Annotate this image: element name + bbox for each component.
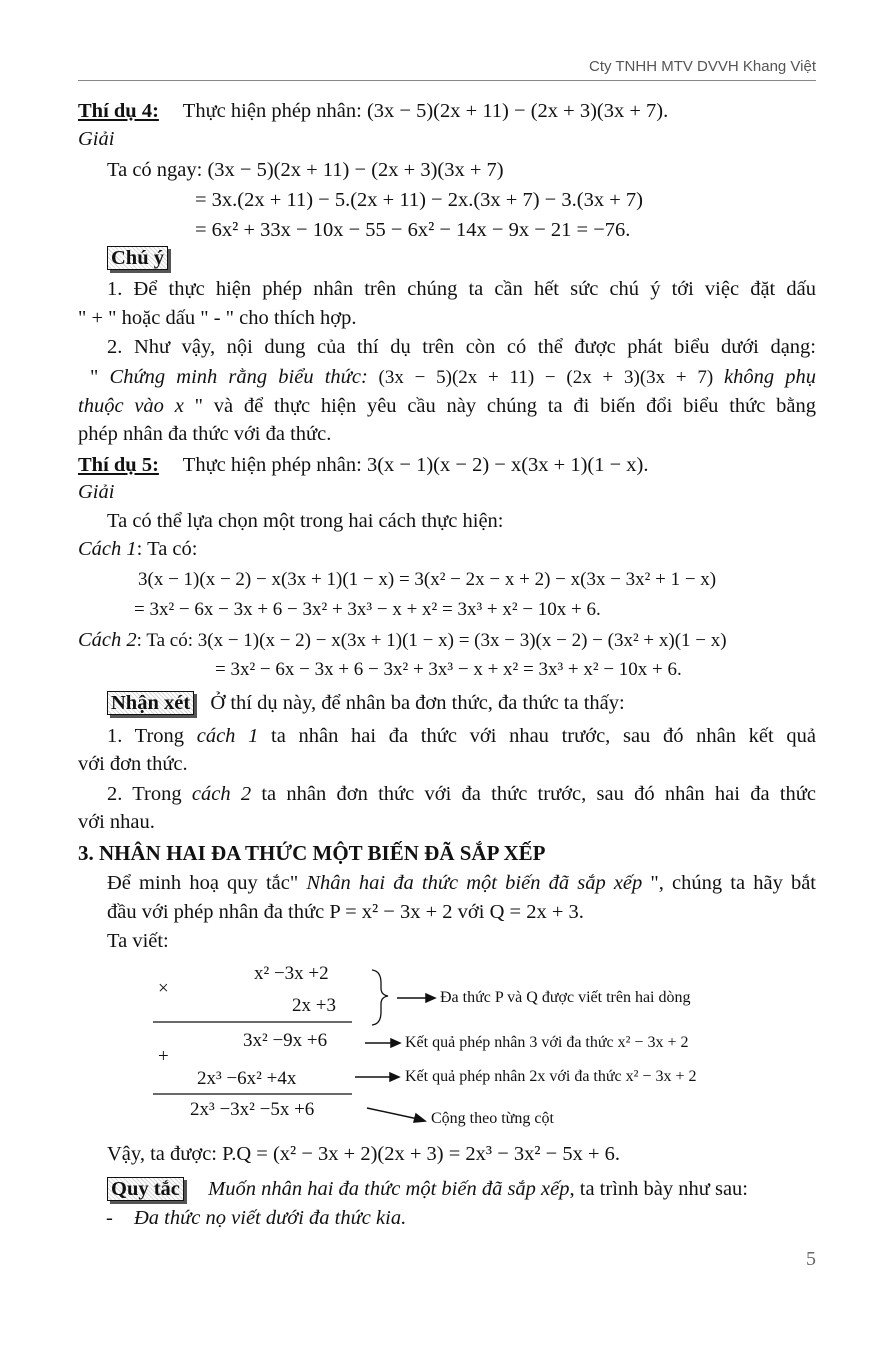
arrow-note2-head — [391, 1039, 400, 1047]
note-italic-claim-end: không phụ — [724, 366, 816, 388]
result-line: Vậy, ta được: P.Q = (x² − 3x + 2)(2x + 3) = 2x³ − 3x² − 5x + 6. — [107, 1143, 621, 1165]
example4-line3: = 6x² + 33x − 10x − 55 − 6x² − 14x − 9x − 21 = −76. — [195, 219, 631, 241]
example5-solution-label: Giải — [78, 481, 115, 503]
arrow-note4-head — [414, 1114, 425, 1122]
right-brace — [372, 970, 388, 1025]
remark-p2-a: 2. Trong — [107, 783, 192, 805]
example4-line2: = 3x.(2x + 11) − 5.(2x + 11) − 2x.(3x + 7) − 3.(3x + 7) — [195, 189, 643, 211]
remark-p1-line2: với đơn thức. — [78, 753, 188, 775]
diagram-row-p: x² −3x +2 — [254, 963, 329, 984]
example5-label: Thí dụ 5: — [78, 454, 159, 476]
diagram-note2: Kết quả phép nhân 3 với đa thức x² − 3x + 2 — [405, 1034, 689, 1051]
remark-p2-line2: với nhau. — [78, 811, 155, 833]
rule-bullet: - — [106, 1207, 113, 1229]
arrow-note1-head — [426, 994, 435, 1002]
remark-p1-c: ta nhân hai đa thức với nhau trước, sau đó nhân kết quả — [258, 725, 816, 747]
section3-we-write: Ta viết: — [107, 930, 169, 952]
note-p2-line3-text: " và để thực hiện yêu cầu này chúng ta đi biến đổi biểu thức bằng — [183, 395, 816, 417]
rule-line — [107, 1176, 748, 1202]
note-p2-line4: phép nhân đa thức với đa thức. — [78, 423, 332, 445]
note-p2-line1: 2. Như vậy, nội dung của thí dụ trên còn có thể được phát biểu dưới dạng: — [107, 336, 816, 358]
diagram-row-r1: 3x² −9x +6 — [243, 1030, 328, 1051]
section3-title: 3. NHÂN HAI ĐA THỨC MỘT BIẾN ĐÃ SẮP XẾP — [78, 841, 546, 865]
arrow-note3-head — [390, 1073, 399, 1081]
remark-p1-italic: cách 1 — [196, 725, 259, 747]
plus-sign: + — [158, 1046, 169, 1067]
remark-label: Nhận xét — [107, 691, 194, 715]
section3-intro-c: ", chúng ta hãy bắt — [642, 872, 817, 894]
diagram-note4: Cộng theo từng cột — [431, 1110, 554, 1127]
way1-rest: : Ta có: — [136, 538, 198, 560]
note-label: Chú ý — [107, 246, 168, 270]
rule-label: Quy tắc — [107, 1177, 184, 1201]
note-italic-variable: thuộc vào x — [78, 395, 184, 417]
rule-item1: Đa thức nọ viết dưới đa thức kia. — [134, 1207, 407, 1229]
section3-intro-italic: Nhân hai đa thức một biến đã sắp xếp — [306, 872, 643, 894]
example5-way1-line1: 3(x − 1)(x − 2) − x(3x + 1)(1 − x) = 3(x² − 2x − x + 2) − x(3x − 3x² + 1 − x) — [138, 569, 717, 590]
example5-way2-line2: = 3x² − 6x − 3x + 6 − 3x² + 3x³ − x + x² = 3x³ + x² − 10x + 6. — [215, 659, 682, 680]
way2-rest: : Ta có: 3(x − 1)(x − 2) − x(3x + 1)(1 − x) = (3x − 3)(x − 2) − (3x² + x)(1 − x) — [136, 630, 727, 651]
example4-line1: Ta có ngay: (3x − 5)(2x + 11) − (2x + 3)(3x + 7) — [107, 159, 504, 181]
remark-p2-c: ta nhân đơn thức với đa thức trước, sau đó nhân hai đa thức — [251, 783, 816, 805]
note-p1-line2: " + " hoặc dấu " - " cho thích hợp. — [78, 307, 357, 329]
rule-italic: Muốn nhân hai đa thức một biến đã sắp xếp — [208, 1178, 570, 1200]
running-header: Cty TNHH MTV DVVH Khang Việt — [588, 58, 816, 75]
diagram-row-q: 2x +3 — [292, 995, 336, 1016]
remark-p2-italic: cách 2 — [191, 783, 252, 805]
remark-text: Ở thí dụ này, để nhân ba đơn thức, đa thức ta thấy: — [210, 692, 625, 714]
diagram-note1: Đa thức P và Q được viết trên hai dòng — [440, 989, 691, 1006]
diagram-row-sum: 2x³ −3x² −5x +6 — [190, 1099, 315, 1120]
way2-label: Cách 2 — [78, 629, 137, 651]
rule-text: , ta trình bày như sau: — [569, 1178, 748, 1200]
example4-solution-label: Giải — [78, 128, 115, 150]
example5-way1-line2: = 3x² − 6x − 3x + 6 − 3x² + 3x³ − x + x² = 3x³ + x² − 10x + 6. — [134, 599, 601, 620]
times-sign: × — [158, 978, 169, 999]
remark-p1-a: 1. Trong — [107, 725, 197, 747]
section3-intro-a: Để minh hoạ quy tắc" — [107, 872, 307, 894]
diagram-row-r2: 2x³ −6x² +4x — [197, 1068, 297, 1089]
example4-task: Thực hiện phép nhân: (3x − 5)(2x + 11) − (2x + 3)(3x + 7). — [182, 100, 669, 122]
page-number: 5 — [806, 1248, 816, 1270]
arrow-note4 — [367, 1108, 418, 1119]
way1-label: Cách 1 — [78, 538, 137, 560]
note-expression: (3x − 5)(2x + 11) − (2x + 3)(3x + 7) — [367, 367, 724, 388]
note-italic-claim: Chứng minh rằng biểu thức: — [109, 366, 368, 388]
example4-label: Thí dụ 4: — [78, 100, 159, 122]
quote-open: " — [90, 366, 110, 388]
note-p1-line1: 1. Để thực hiện phép nhân trên chúng ta cần hết sức chú ý tới việc đặt dấu — [107, 278, 816, 300]
diagram-note3: Kết quả phép nhân 2x với đa thức x² − 3x + 2 — [405, 1068, 697, 1085]
example5-task: Thực hiện phép nhân: 3(x − 1)(x − 2) − x(3x + 1)(1 − x). — [182, 454, 649, 476]
example5-intro: Ta có thể lựa chọn một trong hai cách thực hiện: — [107, 510, 504, 532]
section3-intro-line2: đầu với phép nhân đa thức P = x² − 3x + 2 với Q = 2x + 3. — [107, 901, 584, 923]
